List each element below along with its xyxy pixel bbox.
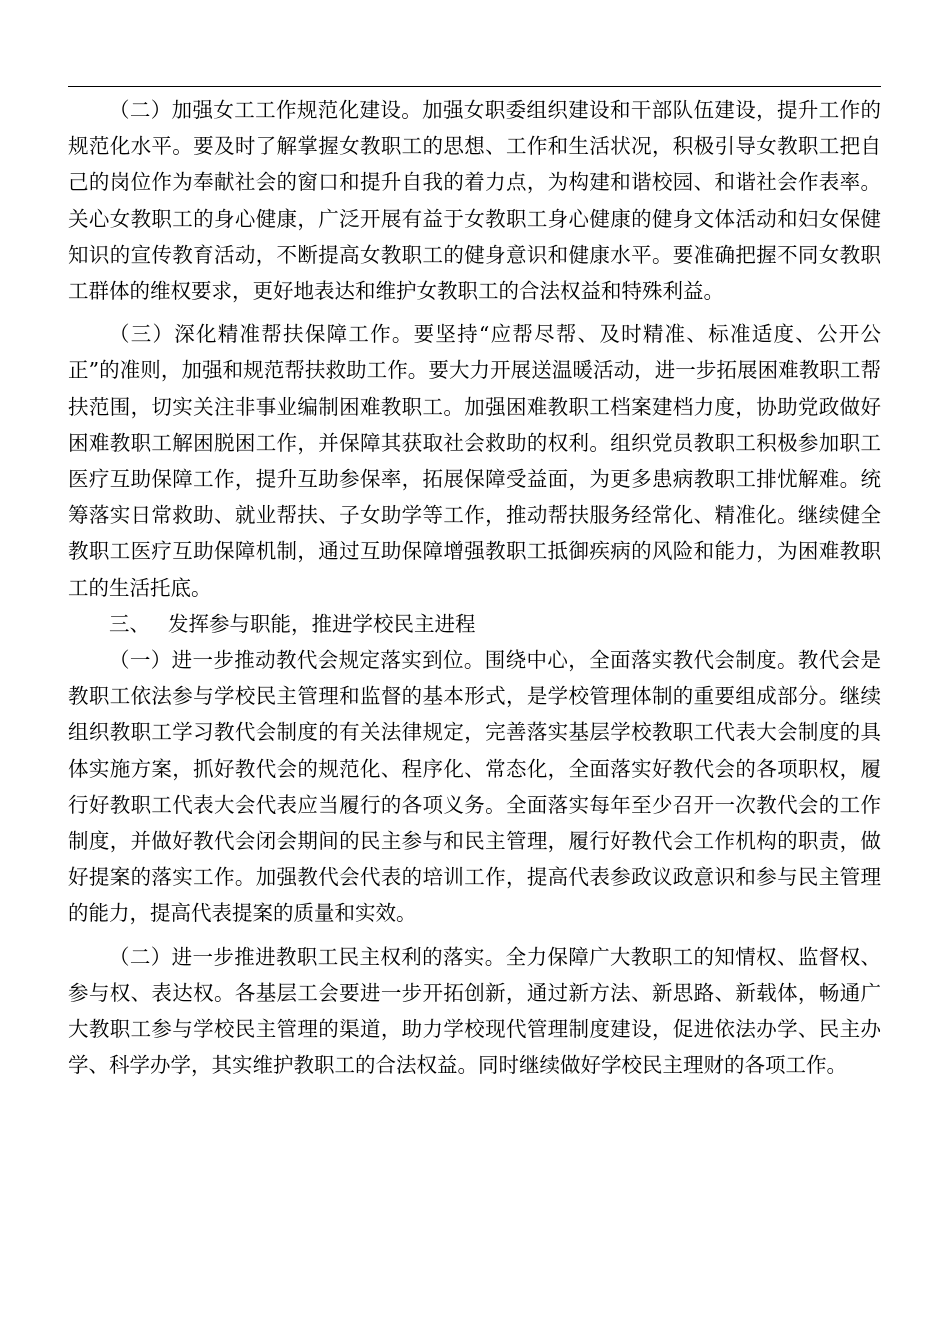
- paragraph-congress: （一）进一步推动教代会规定落实到位。围绕中心，全面落实教代会制度。教代会是教职工依法参与学校民主管理和监督的基本形式，是学校管理体制的重要组成部分。继续组织教职工学习教代会制度的有关法律规定，完善落实基层学校教职工代表大会制度的具体实施方案，抓好教代会的规范化、程序化、常态化，全面落实好教代会的各项职权，履行好教职工代表大会代表应当履行的各项义务。全面落实每年至少召开一次教代会的工作制度，并做好教代会闭会期间的民主参与和民主管理，履行好教代会工作机构的职责，做好提案的落实工作。加强教代会代表的培训工作，提高代表参政议政意识和参与民主管理的能力，提高代表提案的质量和实效。: [68, 648, 881, 926]
- paragraph-assistance: （三）深化精准帮扶保障工作。要坚持“应帮尽帮、及时精准、标准适度、公开公正”的准则，加强和规范帮扶救助工作。要大力开展送温暖活动，进一步拓展困难教职工帮扶范围，切实关注非事业编制困难教职工。加强困难教职工档案建档力度，协助党政做好困难教职工解困脱困工作，并保障其获取社会救助的权利。组织党员教职工积极参加职工医疗互助保障工作，提升互助参保率，拓展保障受益面，为更多患病教职工排忧解难。统筹落实日常救助、就业帮扶、子女助学等工作，推动帮扶服务经常化、精准化。继续健全教职工医疗互助保障机制，通过互助保障增强教职工抵御疾病的风险和能力，为困难教职工的生活托底。: [68, 322, 881, 600]
- header-rule: [68, 86, 881, 87]
- section-title: 发挥参与职能，推进学校民主进程: [168, 611, 476, 636]
- section-number: 三、: [109, 611, 150, 636]
- paragraph-women-work: （二）加强女工工作规范化建设。加强女职委组织建设和干部队伍建设，提升工作的规范化水平。要及时了解掌握女教职工的思想、工作和生活状况，积极引导女教职工把自己的岗位作为奉献社会的窗口和提升自我的着力点，为构建和谐校园、和谐社会作表率。关心女教职工的身心健康，广泛开展有益于女教职工身心健康的健身文体活动和妇女保健知识的宣传教育活动，不断提高女教职工的健身意识和健康水平。要准确把握不同女教职工群体的维权要求，更好地表达和维护女教职工的合法权益和特殊利益。: [68, 98, 881, 304]
- paragraph-democratic-rights: （二）进一步推进教职工民主权利的落实。全力保障广大教职工的知情权、监督权、参与权、表达权。各基层工会要进一步开拓创新，通过新方法、新思路、新载体，畅通广大教职工参与学校民主管理的渠道，助力学校现代管理制度建设，促进依法办学、民主办学、科学办学，其实维护教职工的合法权益。同时继续做好学校民主理财的各项工作。: [68, 944, 881, 1078]
- section-heading: [68, 606, 881, 642]
- document-body: [68, 92, 881, 1083]
